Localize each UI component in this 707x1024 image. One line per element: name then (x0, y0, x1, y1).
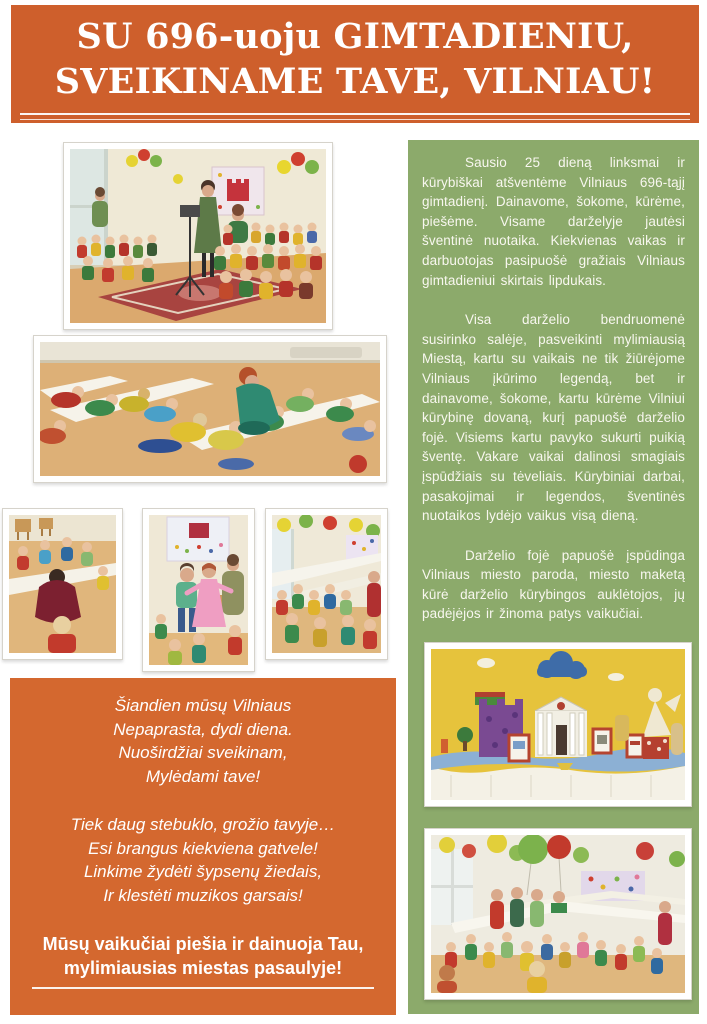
dancing-photo-image (272, 515, 381, 653)
poem-line: Ir klestėti muzikos garsais! (103, 885, 303, 905)
article-paragraph-2: Visa darželio bendruomenė susirinko salėje, pasveikinti mylimiausią Miestą, kartu su vaikais ne tik žiūrėjome Vilniaus įkūrimo legendą, bet ir dainavome, šokome, kartu kūrėme Vilniui kūrybinę dovaną, kurį papuošė darželio fojė. Visiems kartu pavyko sukurti puikią šventę. Vakare vaikai dalinosi smagiais įspūdžiais su tėveliais. Kūrybiniai darbai, pasakojimai ir legendos, šventinės nuotaikos lydėjo vaikus visą dieną. (422, 312, 685, 524)
poem-stanza-1 (10, 694, 396, 788)
sitting-photo-image (9, 515, 116, 653)
poem-line: Nuoširdžiai sveikinam, (118, 743, 288, 762)
banner-title-line1: SU 696-uoju GIMTADIENIU, (76, 16, 634, 57)
drawing-photo-image (40, 342, 380, 476)
exhibit-photo-image (431, 649, 685, 800)
banner (11, 5, 699, 123)
poem-line: mylimiausias miestas pasaulyje! (63, 958, 343, 978)
pink-dress-photo-image (149, 515, 248, 665)
poem-line: Linkime žydėti šypsenų žiedais, (83, 862, 323, 881)
greeting-box (10, 678, 396, 1015)
photo-sitting-circle (2, 508, 123, 660)
photo-dancing-small (265, 508, 388, 660)
poem-line: Tiek daug stebuklo, grožio tavyje… (70, 815, 336, 834)
banner-divider (20, 113, 690, 120)
poem-line: Esi brangus kiekviena gatvele! (88, 838, 318, 858)
poem-stanza-2 (10, 813, 396, 907)
garland-photo-image (431, 835, 685, 993)
photo-girl-in-pink (142, 508, 255, 672)
poem-line: Mūsų vaikučiai piešia ir dainuoja Tau, (42, 934, 364, 954)
greeting-divider (32, 987, 374, 989)
photo-drawing-on-floor (33, 335, 387, 483)
article-paragraph-1: Sausio 25 dieną linksmai ir kūrybiškai atšventėme Vilniaus 696-tąjį gimtadienį. Dainavome, šokome, kūrėme, piešėme. Visame darželyje jautėsi šventinė nuotaika. Kiekvienas vaikas ir darbuotojas pasipuošė gražiais Vilniaus gimtadieniui skirtais lipdukais. (422, 155, 685, 288)
poem-line: Šiandien mūsų Vilniaus (114, 696, 292, 715)
photo-assembly (63, 142, 333, 330)
poem-line: Mylėdami tave! (145, 766, 261, 786)
article-paragraph-3: Darželio fojė papuošė įspūdinga Vilniaus miesto paroda, miesto maketą kūrė darželio kūrybingos auklėtojos, jų padėjėjos ir žinoma patys vaikučiai. (422, 547, 685, 622)
photo-city-model-exhibit (424, 642, 692, 807)
assembly-photo-image (70, 149, 326, 323)
photo-garland-balloons (424, 828, 692, 1000)
poem-stanza-3 (10, 932, 396, 980)
banner-title-line2: SVEIKINAME TAVE, VILNIAU! (54, 61, 656, 102)
poem-line: Nepaprasta, dydi diena. (113, 719, 293, 739)
